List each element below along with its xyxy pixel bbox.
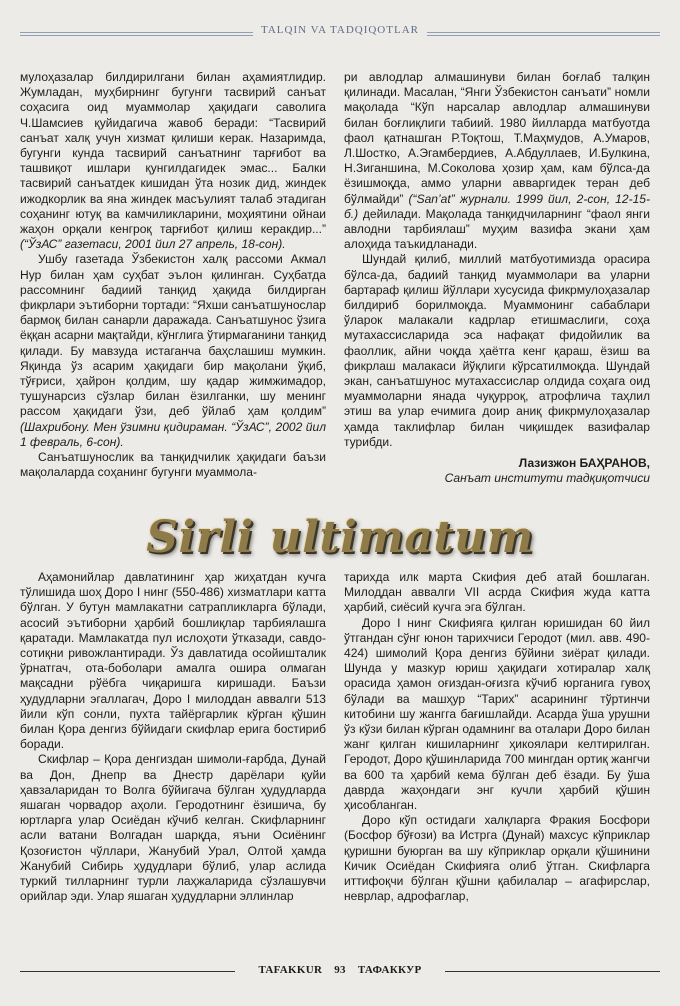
citation: (“San’at” журнали. 1999 йил, 2-сон, 12-15-б.)	[344, 191, 650, 221]
section-title: TALQIN VA TADQIQOTLAR	[253, 24, 427, 36]
paragraph: Скифлар – Қора денгиздан шимоли-ғарбда, Дунай ва Дон, Днепр ва Днестр дарёлари қуйи ҳавзаларидан то Волга бўйигача бўлган ҳудудларда яшаган чорвадор аҳоли. Геродотнинг ёзишича, бу юртларга улар Осиёдан кўчиб келган. Скифларнинг асли ватани Волгадан шарқда, яъни Осиёнинг Қозоғистон чўллари, Жанубий Урал, Олтой ҳамда Жанубий Сибирь ҳудудлари бўлиб, улар аслида туркий тилларнинг турли лаҳжаларида сўзлашувчи орийлар эди. Улар яшаган ҳудудларни эллинлар	[20, 752, 326, 904]
running-header	[20, 22, 660, 48]
author-signature	[344, 456, 650, 486]
citation: (Шахрибону. Мен ўзимни қидираман. “ЎзАС”, 2002 йил 1 февраль, 6-сон).	[20, 419, 326, 449]
article-title: Sirli ultimatum	[146, 512, 534, 563]
paragraph: тарихда илк марта Скифия деб атай бошлаган. Милоддан аввалги VII асрда Скифия жуда катта ҳарбий, сиёсий кучга эга бўлган.	[344, 570, 650, 615]
page-footer	[20, 962, 660, 982]
paragraph: Ушбу газетада Ўзбекистон халқ рассоми Акмал Нур билан ҳам суҳбат эълон қилинган. Суҳбатда рассомнинг бадиий танқид ҳақида билдирган фикрлари эътиборни тортади: “Яхши санъатшунослар бармоқ билан санарли даражада. Санъатшунос ўзига ёққан асарни мақтайди, кўнглига ўтирмаганини танқид қилади. Бу мавзуда истаганча баҳслашиш мумкин. Яқинда ўз асарим ҳақидаги бир мақолани ўқиб, тўғриси, ҳайрон қолдим, шу қадар жимжимадор, тушунарсиз сўзлар билан ёзилганки, шу менинг рассом ҳақидаги ўзи, деб ўйлаб ҳам қолдим” (Шахрибону. Мен ўзимни қидираман. “ЎзАС”, 2002 йил 1 февраль, 6-сон).	[20, 252, 326, 449]
paragraph: Доро кўп остидаги халқларга Фракия Босфори (Босфор бўғози) ва Истрга (Дунай) махсус кўприклар қуришни буюрган ва шу кўприклар орқали қўшинини Кичик Осиёдан Скифияга олиб ўтган. Скифларга иттифоқчи бўлган қўшни қабилалар – агафирслар, неврлар, адрофаглар,	[344, 813, 650, 904]
author-name: Лазизжон БАҲРАНОВ,	[518, 456, 650, 471]
paragraph: Доро I нинг Скифияга қилган юришидан 60 йил ўтгандан сўнг юнон тарихчиси Геродот (мил. авв. 490-424) шимолий Қора денгиз бўйини зиёрат қилади. Шунда у мазкур юриш ҳақидаги хотиралар халқ орасида ҳамон оғиздан-оғизга кўчиб юрганига гувоҳ бўлади ва машҳур “Тарих” асарининг тўртинчи китобини шу жангга бағишлайди. Асарда ўша урушни ўз кўзи билан кўрган одамнинг ва оталари Доро билан жанг қилган кишиларнинг ҳикоялари келтирилган. Геродот, Доро қўшинларида 700 мингдан ортиқ жангчи ва 600 та ҳарбий кема бўлган деб ёзади. Бу ўша даврда жаҳондаги энг кучли ҳарбий қўшин ҳисобланган.	[344, 615, 650, 813]
footer-magazine-latin: TAFAKKUR	[258, 964, 323, 976]
text-column-3	[20, 570, 326, 904]
footer-magazine-cyrillic: ТАФАККУР	[357, 964, 422, 976]
paragraph: Санъатшунослик ва танқидчилик ҳақидаги баъзи мақолаларда соҳанинг бугунги муаммола-	[20, 450, 326, 480]
footer-text	[20, 964, 660, 976]
text-column-2	[344, 70, 650, 486]
author-role: Санъат институти тадқиқотчиси	[444, 471, 650, 486]
paragraph: мулоҳазалар билдирилгани билан аҳамиятлидир. Жумладан, муҳбирнинг бугунги тасвирий санъат соҳасига оид муаммолар ҳақидаги саволига Ч.Шамсиев қуйидагича жавоб беради: “Тасвирий санъат халқ учун хизмат қилиши керак. Назаримда, бугунги кунда тасвирий санъатнинг тарғибот ва ташвиқот ишлари қунгилдагидек эмас... Балки тасвирий санъатдек кишидан ўта нозик дид, жиндек ижодкорлик ва яна жиндек масъулият талаб этадиган соҳанинг ютуқ ва камчиликларини, моҳиятини ойнаи жаҳон орқали кенгроқ тарғибот қилиш керакдир...” (“ЎзАС” газетаси, 2001 йил 27 апрель, 18-сон).	[20, 70, 326, 252]
paragraph: ри авлодлар алмашинуви билан боғлаб талқин қилинади. Масалан, “Янги Ўзбекистон санъати” номли мақолада “Кўп нарсалар авлодлар алмашинуви билан боғлиқлиги табиий. 1980 йилларда матбуотда фаол қатнашган Р.Тоқтош, Т.Маҳмудов, А.Умаров, Л.Шостко, А.Эгамбердиев, А.Абдуллаев, И.Булкина, Н.Зиганшина, М.Соколова ҳозир ҳам, кам бўлса-да ёзишмоқда, аммо уларни авваргидек теран деб бўлмайди” (“San’at” журнали. 1999 йил, 2-сон, 12-15-б.) дейилади. Мақолада танқидчиларнинг “фаол янги авлодни тарбиялаш” муҳим вазифа экани ҳам алоҳида таъкидланади.	[344, 70, 650, 252]
page-number: 93	[334, 964, 346, 976]
text-column-4	[344, 570, 650, 904]
paragraph: Аҳамонийлар давлатининг ҳар жиҳатдан кучга тўлишида шоҳ Доро I нинг (550-486) хизматлари катта бўлган. У бутун мамлакатни сатрапликларга бўлади, асосий эътиборни ҳарбий бошлиқлар тарбиялашга қаратади. Мамлакатда пул ислоҳоти ўтказади, савдо-сотиқни ривожлантиради. Ўз давлатида осойишталик ўрнатгач, ота-боболари амалга ошира олмаган мақсадни рўёбга чиқаришга киришади. Баъзи ҳудудларни эгаллагач, Доро I милоддан аввалги 513 йили кўп сонли, пухта тайёргарлик кўрган қўшин билан Қора денгиз бўйидаги скифлар ерига бостириб боради.	[20, 570, 326, 752]
citation: (“ЎзАС” газетаси, 2001 йил 27 апрель, 18-сон).	[20, 237, 286, 252]
paragraph: Шундай қилиб, миллий матбуотимизда орасира бўлса-да, бадиий танқид муаммолари ва уларни бартараф қилиш йўллари хусусида фикрмулоҳазалар билдириб борилмоқда. Муаммонинг сабаблари ўларок малакали кадрлар етишмаслиги, соҳа мутахассисларида эса нафақат фидойилик ва фаоллик, айни чоқда ҳаётга кенг қараш, ёзиш ва фикрлаш малакаси йўқлиги кўрсатилмоқда. Шундай экан, санъатшунос мутахассислар олдида соҳага оид муаммоларни янада чуқурроқ, атрофлича таҳлил этиш ва улар ечимига доир аниқ фикрмулоҳазалар ҳамда таклифлар билан чиқишдек вазифалар турибди.	[344, 252, 650, 449]
text-column-1	[20, 70, 326, 480]
